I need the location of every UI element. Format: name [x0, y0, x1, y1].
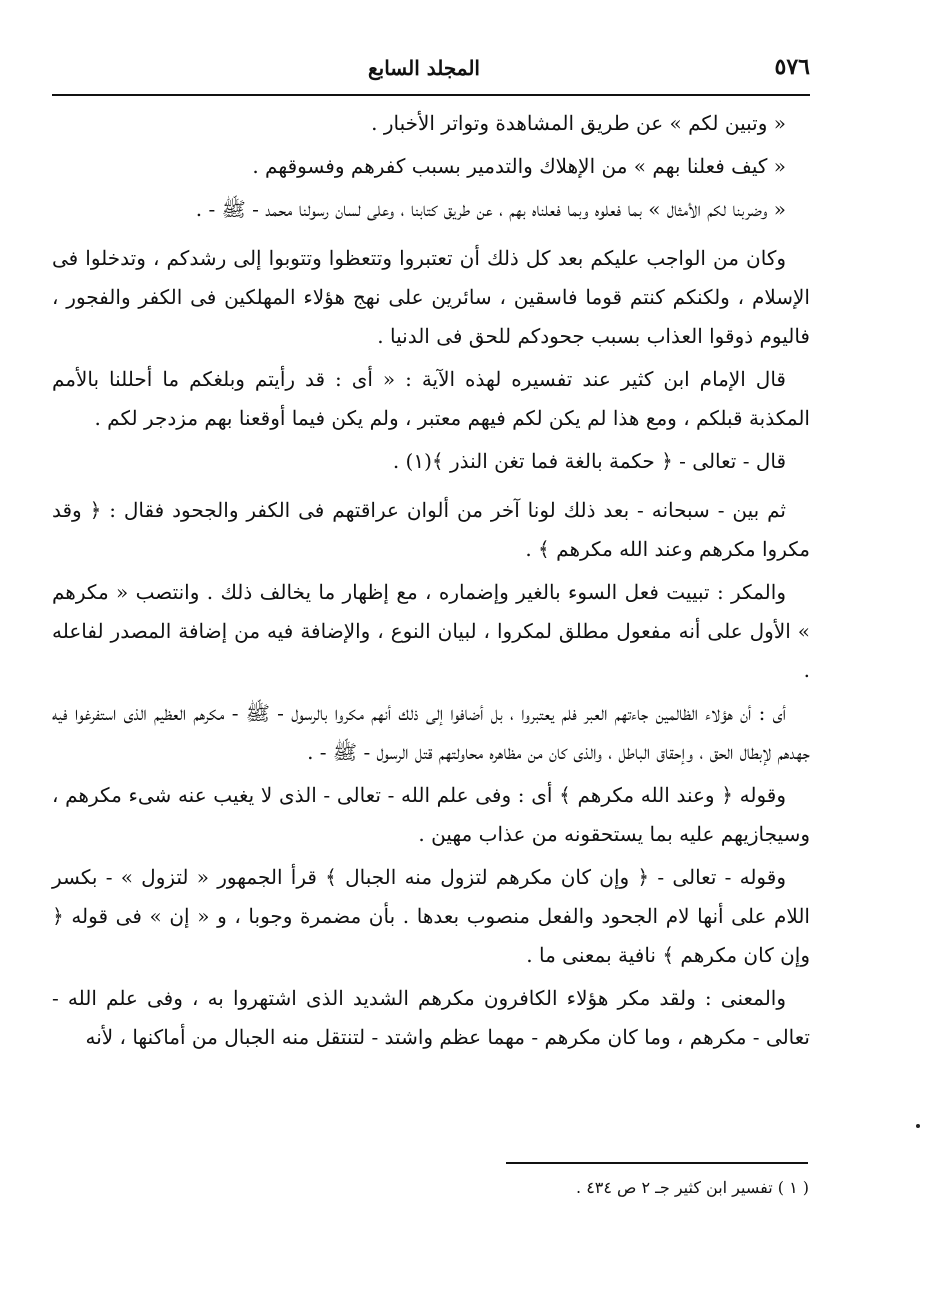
paragraph: وقوله - تعالى - ﴿ وإن كان مكرهم لتزول منه الجبال ﴾ قرأ الجمهور « لتزول » - بكسر اللام على أنها لام الجحود والفعل منصوب بعدها . بأن مضمرة وجوبا ، و « إن » فى قوله ﴿ وإن كان مكرهم ﴾ نافية بمعنى ما . — [52, 865, 810, 967]
paragraph: أى : أن هؤلاء الظالمين جاءتهم العبر فلم يعتبروا ، بل أضافوا إلى ذلك أنهم مكروا بالرسول - ﷺ - مكرهم العظيم الذى استفرغوا فيه جهدهم لإبطال الحق ، وإحقاق الباطل ، والذى كان من مظاهره محاولتهم قتل الرسول - ﷺ - . — [52, 701, 810, 764]
paragraph: ثم بين - سبحانه - بعد ذلك لونا آخر من ألوان عراقتهم فى الكفر والجحود فقال : ﴿ وقد مكروا مكرهم وعند الله مكرهم ﴾ . — [52, 498, 810, 561]
paragraph: وقوله ﴿ وعند الله مكرهم ﴾ أى : وفى علم الله - تعالى - الذى لا يغيب عنه شىء مكرهم ، وسيجازيهم عليه بما يستحقونه من عذاب مهين . — [52, 783, 810, 846]
footnote: ( ١ ) تفسير ابن كثير جـ ٢ ص ٤٣٤ . — [576, 1178, 809, 1197]
footnote-divider — [506, 1162, 808, 1164]
paragraph: قال - تعالى - ﴿ حكمة بالغة فما تغن النذر ﴾(١) . — [392, 449, 786, 473]
main-text — [52, 104, 810, 1061]
page-number: ٥٧٦ — [774, 54, 810, 80]
margin-dot — [916, 1124, 920, 1128]
header-divider — [52, 94, 810, 96]
paragraph: « كيف فعلنا بهم » من الإهلاك والتدمير بسبب كفرهم وفسوقهم . — [252, 154, 786, 178]
paragraph: والمكر : تبييت فعل السوء بالغير وإضماره ، مع إظهار ما يخالف ذلك . وانتصب « مكرهم » الأول على أنه مفعول مطلق لمكروا ، لبيان النوع ، والإضافة فيه من إضافة المصدر لفاعله . — [52, 580, 810, 682]
paragraph: « وضربنا لكم الأمثال » بما فعلوه وبما فعلناه بهم ، عن طريق كتابنا ، وعلى لسان رسولنا محمد - ﷺ - . — [195, 197, 786, 221]
paragraph: وكان من الواجب عليكم بعد كل ذلك أن تعتبروا وتتعظوا وتتوبوا إلى رشدكم ، وتدخلوا فى الإسلام ، ولكنكم كنتم قوما فاسقين ، سائرين على نهج هؤلاء المهلكين فى الكفر والفجور ، فاليوم ذوقوا العذاب بسبب جحودكم للحق فى الدنيا . — [52, 246, 810, 348]
paragraph: قال الإمام ابن كثير عند تفسيره لهذه الآية : « أى : قد رأيتم وبلغكم ما أحللنا بالأمم المكذبة قبلكم ، ومع هذا لم يكن لكم فيهم معتبر ، ولم يكن فيما أوقعنا بهم مزدجر لكم . — [52, 367, 810, 430]
page-header — [52, 48, 810, 94]
paragraph: والمعنى : ولقد مكر هؤلاء الكافرون مكرهم الشديد الذى اشتهروا به ، وفى علم الله - تعالى - مكرهم ، وما كان مكرهم - مهما عظم واشتد - لتنتقل منه الجبال من أماكنها ، لأنه — [52, 986, 810, 1049]
running-title: المجلد السابع — [367, 56, 480, 80]
paragraph: « وتبين لكم » عن طريق المشاهدة وتواتر الأخبار . — [371, 111, 786, 135]
